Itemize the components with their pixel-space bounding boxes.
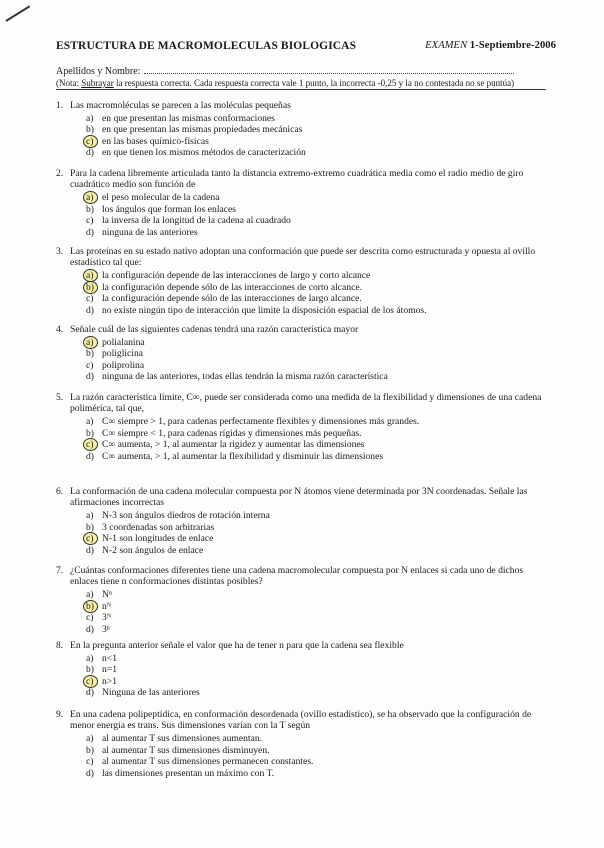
option-letter: b) <box>86 601 102 612</box>
option-text: 3ⁿ <box>102 623 110 635</box>
answer-option[interactable] <box>86 192 546 204</box>
option-text: ninguna de las anteriores <box>102 226 198 238</box>
answer-option[interactable] <box>86 360 546 372</box>
option-text: C∞ siempre > 1, para cadenas perfectamente flexibles y dimensiones más grandes. <box>102 415 420 427</box>
option-letter: d) <box>86 544 94 556</box>
option-text: en que presentan las mismas propiedades mecánicas <box>102 124 303 136</box>
option-text: n>1 <box>102 675 118 687</box>
option-letter: a) <box>86 588 94 600</box>
option-letter: c) <box>86 293 94 305</box>
option-text: N-2 son ángulos de enlace <box>102 544 204 556</box>
question-number: 9. <box>56 709 64 720</box>
option-text: la configuración depende sólo de las interacciones de largo alcance. <box>102 293 362 305</box>
option-letter: d) <box>86 623 94 635</box>
name-line <box>56 64 536 77</box>
answer-option[interactable] <box>86 124 546 136</box>
question-text: La conformación de una cadena molecular compuesta por N átomos viene determinada por 3N coordenadas. Señale las afirmaciones incorrectas <box>70 486 528 509</box>
question-number: 5. <box>56 392 64 403</box>
answer-option[interactable] <box>86 545 546 557</box>
option-letter: a) <box>86 732 94 744</box>
answer-options <box>86 416 546 462</box>
question-stem <box>56 486 546 509</box>
answer-option[interactable] <box>86 687 546 699</box>
note-prefix: (Nota: <box>56 78 79 88</box>
answer-option[interactable] <box>86 147 546 159</box>
option-text: en las bases químico-físicas <box>102 135 209 147</box>
question-text: Las macromoléculas se parecen a las moléculas pequeñas <box>70 100 291 111</box>
option-text: la configuración depende de las interacciones de largo y corto alcance <box>102 269 371 281</box>
answer-option[interactable] <box>86 281 546 293</box>
option-letter: b) <box>86 427 94 439</box>
option-text: C∞ siempre < 1, para cadenas rígidas y dimensiones más pequeñas. <box>102 427 362 439</box>
question <box>56 640 546 699</box>
exam-date: 1-Septiembre-2006 <box>469 40 556 51</box>
question-text: En una cadena polipeptídica, en conformación desordenada (ovillo estadístico), se ha observado que la configuración de menor energía es trans. Sus dimensiones varían con la T según <box>70 709 532 732</box>
answer-option[interactable] <box>86 136 546 148</box>
question-stem <box>56 168 546 191</box>
option-text: poliprolina <box>102 359 145 371</box>
question <box>56 486 546 556</box>
answer-options <box>86 510 546 556</box>
note-text: la respuesta correcta. Cada respuesta correcta vale 1 punto, la incorrecta -0,25 y la no contestada no se puntúa) <box>116 78 515 88</box>
question <box>56 168 546 238</box>
option-text: N-1 son longitudes de enlace <box>102 533 214 545</box>
answer-option[interactable] <box>86 427 546 439</box>
answer-option[interactable] <box>86 227 546 239</box>
pen-mark <box>5 5 30 22</box>
answer-option[interactable] <box>86 305 546 317</box>
question-text: Las proteínas en su estado nativo adoptan una conformación que puede ser descrita como estructurada y opuesta al ovillo estadístico tal que: <box>70 246 536 269</box>
question-stem <box>56 709 546 732</box>
option-text: 3ᴺ <box>102 612 112 624</box>
answer-option[interactable] <box>86 521 546 533</box>
answer-options <box>86 652 546 698</box>
answer-options <box>86 336 546 382</box>
option-letter: b) <box>86 282 102 293</box>
question <box>56 100 546 159</box>
question-number: 4. <box>56 324 64 335</box>
course-title: ESTRUCTURA DE MACROMOLECULAS BIOLOGICAS <box>56 40 357 52</box>
option-letter: b) <box>86 348 94 360</box>
option-text: polialanina <box>102 336 145 348</box>
exam-header <box>56 40 556 54</box>
question-text: ¿Cuántas conformaciones diferentes tiene una cadena macromolecular compuesta por N enlaces si cada uno de dichos enlaces tiene n conformaciones distintas posibles? <box>70 565 524 588</box>
option-letter: b) <box>86 203 94 215</box>
option-text: la inversa de la longitud de la cadena al cuadrado <box>102 215 291 227</box>
option-letter: c) <box>86 676 102 687</box>
answer-option[interactable] <box>86 215 546 227</box>
option-letter: d) <box>86 450 94 462</box>
answer-option[interactable] <box>86 533 546 545</box>
name-label: Apellidos y Nombre: <box>56 66 141 77</box>
question <box>56 324 546 383</box>
question-number: 6. <box>56 486 64 497</box>
option-text: el peso molecular de la cadena <box>102 191 220 203</box>
option-text: n=1 <box>102 664 118 676</box>
question-text: En la pregunta anterior señale el valor que ha de tener n para que la cadena sea flexible <box>70 640 404 651</box>
answer-option[interactable] <box>86 451 546 463</box>
option-text: los ángulos que forman los enlaces <box>102 203 237 215</box>
option-text: nᴺ <box>102 600 112 612</box>
question-number: 8. <box>56 640 64 651</box>
option-text: poliglicina <box>102 348 144 360</box>
answer-option[interactable] <box>86 600 546 612</box>
question-stem <box>56 392 546 415</box>
question-text: Para la cadena libremente articulada tanto la distancia extremo-extremo cuadrática media como el radio medio de giro cuadrático medio son función de <box>70 168 524 191</box>
question-number: 2. <box>56 168 64 179</box>
answer-option[interactable] <box>86 439 546 451</box>
option-letter: a) <box>86 415 94 427</box>
option-letter: c) <box>86 136 102 147</box>
option-letter: b) <box>86 521 94 533</box>
question-stem <box>56 324 546 335</box>
answer-option[interactable] <box>86 744 546 756</box>
answer-options <box>86 733 546 779</box>
answer-option[interactable] <box>86 203 546 215</box>
option-text: Nⁿ <box>102 588 112 600</box>
answer-option[interactable] <box>86 589 546 601</box>
option-text: C∞ aumenta, > 1, al aumentar la flexibilidad y disminuir las dimensiones <box>102 450 384 462</box>
answer-option[interactable] <box>86 624 546 636</box>
answer-option[interactable] <box>86 733 546 745</box>
answer-option[interactable] <box>86 652 546 664</box>
answer-option[interactable] <box>86 612 546 624</box>
instructions-note <box>56 78 546 90</box>
question-number: 3. <box>56 246 64 257</box>
question-stem <box>56 100 546 111</box>
answer-option[interactable] <box>86 510 546 522</box>
answer-option[interactable] <box>86 676 546 688</box>
question <box>56 709 546 779</box>
answer-option[interactable] <box>86 348 546 360</box>
option-letter: d) <box>86 767 94 779</box>
answer-option[interactable] <box>86 336 546 348</box>
option-text: no existe ningún tipo de interacción que limite la disposición espacial de los átomos. <box>102 304 427 316</box>
note-underlined: Subrayar <box>81 78 114 88</box>
answer-option[interactable] <box>86 293 546 305</box>
question <box>56 565 546 635</box>
answer-option[interactable] <box>86 664 546 676</box>
option-letter: d) <box>86 687 94 699</box>
option-letter: c) <box>86 215 94 227</box>
question-number: 1. <box>56 100 64 111</box>
question-text: La razón característica límite, C∞, puede ser considerada como una medida de la flexibilidad y dimensiones de una cadena polimérica, tal que, <box>70 392 542 415</box>
option-text: 3 coordenadas son arbitrarias <box>102 521 215 533</box>
option-text: C∞ aumenta, > 1, al aumentar la rigidez y aumentar las dimensiones <box>102 439 365 451</box>
option-text: n<1 <box>102 652 118 664</box>
option-text: las dimensiones presentan un máximo con T. <box>102 767 275 779</box>
option-text: al aumentar T sus dimensiones permanecen constantes. <box>102 756 314 768</box>
option-letter: c) <box>86 439 102 450</box>
option-letter: a) <box>86 192 102 203</box>
answer-options <box>86 192 546 238</box>
option-letter: a) <box>86 652 94 664</box>
option-text: al aumentar T sus dimensiones disminuyen. <box>102 744 270 756</box>
answer-options <box>86 589 546 635</box>
option-letter: c) <box>86 756 94 768</box>
option-letter: b) <box>86 744 94 756</box>
question-number: 7. <box>56 565 64 576</box>
answer-option[interactable] <box>86 112 546 124</box>
question-stem <box>56 565 546 588</box>
option-text: al aumentar T sus dimensiones aumentan. <box>102 732 263 744</box>
exam-prefix: EXAMEN <box>425 40 468 51</box>
exam-date-label <box>425 40 556 51</box>
question-stem <box>56 246 546 269</box>
option-letter: d) <box>86 147 94 159</box>
option-letter: d) <box>86 371 94 383</box>
option-letter: b) <box>86 124 94 136</box>
option-letter: d) <box>86 226 94 238</box>
answer-options <box>86 112 546 158</box>
option-text: N-3 son ángulos diedros de rotación interna <box>102 509 270 521</box>
option-letter: d) <box>86 304 94 316</box>
option-text: ninguna de las anteriores, todas ellas tendrán la misma razón característica <box>102 371 388 383</box>
question <box>56 246 546 316</box>
answer-option[interactable] <box>86 756 546 768</box>
option-text: Ninguna de las anteriores <box>102 687 200 699</box>
option-letter: c) <box>86 359 94 371</box>
answer-option[interactable] <box>86 768 546 780</box>
option-letter: a) <box>86 112 94 124</box>
answer-option[interactable] <box>86 416 546 428</box>
question-text: Señale cuál de las siguientes cadenas tendrá una razón característica mayor <box>70 324 359 335</box>
question <box>56 392 546 462</box>
answer-option[interactable] <box>86 371 546 383</box>
option-text: en que presentan las mismas conformaciones <box>102 112 275 124</box>
answer-options <box>86 270 546 316</box>
option-letter: a) <box>86 509 94 521</box>
name-field[interactable] <box>144 64 514 74</box>
option-letter: a) <box>86 337 102 348</box>
option-letter: c) <box>86 533 102 544</box>
option-letter: a) <box>86 270 102 281</box>
option-letter: b) <box>86 664 94 676</box>
answer-option[interactable] <box>86 270 546 282</box>
option-letter: c) <box>86 612 94 624</box>
option-text: en que tienen los mismos métodos de caracterización <box>102 147 306 159</box>
option-text: la configuración depende sólo de las interacciones de corto alcance. <box>102 281 362 293</box>
question-stem <box>56 640 546 651</box>
